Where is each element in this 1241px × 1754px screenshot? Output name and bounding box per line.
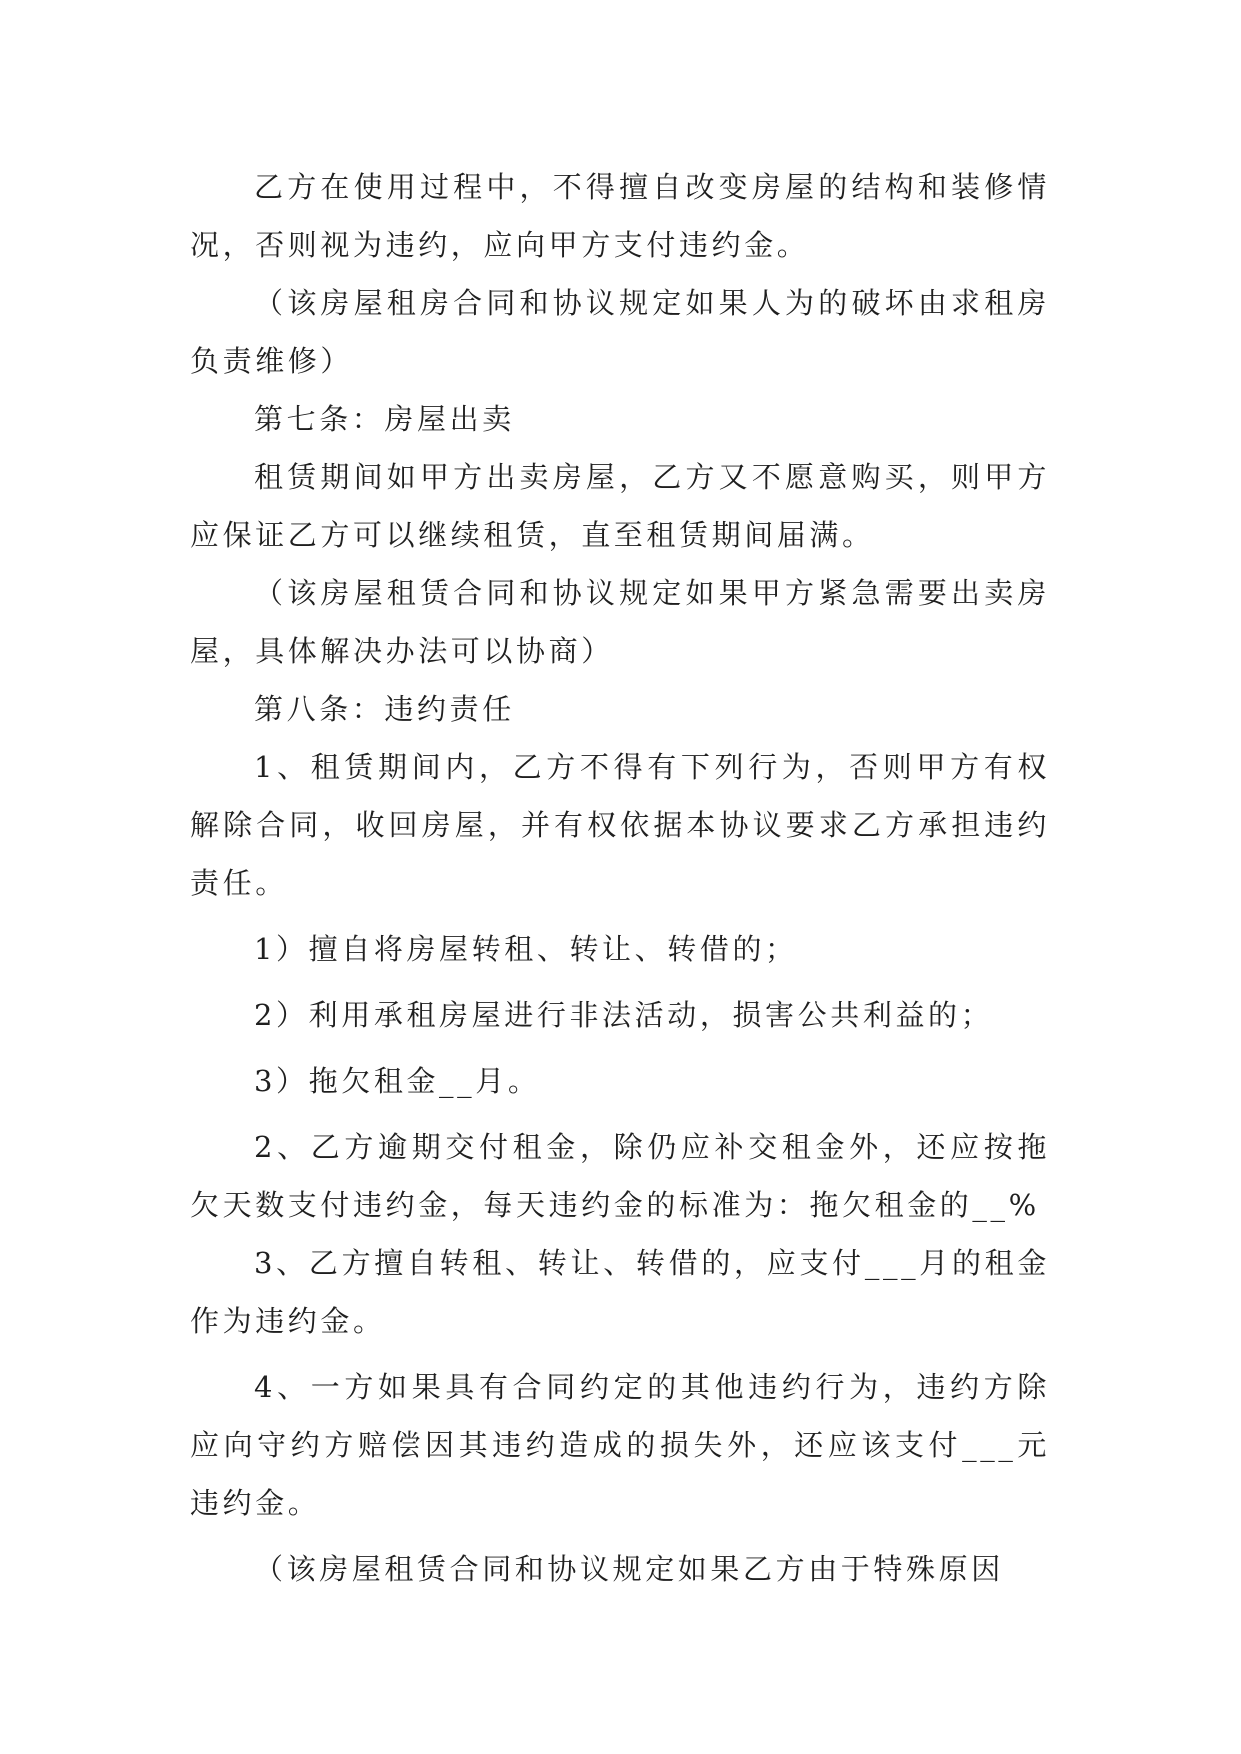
- paragraph-structure-change: 乙方在使用过程中，不得擅自改变房屋的结构和装修情况，否则视为违约，应向甲方支付违约金。: [190, 170, 1050, 262]
- clause-1-item-3: 3）拖欠租金__月。: [254, 1064, 541, 1098]
- clause-1: 1、租赁期间内，乙方不得有下列行为，否则甲方有权解除合同，收回房屋，并有权依据本协议要求乙方承担违约责任。: [190, 750, 1050, 900]
- article-8-heading: 第八条：违约责任: [254, 692, 515, 726]
- paragraph-special-reasons-note: （该房屋租赁合同和协议规定如果乙方由于特殊原因: [254, 1552, 1004, 1586]
- paragraph-sale-note: （该房屋租赁合同和协议规定如果甲方紧急需要出卖房屋，具体解决办法可以协商）: [190, 576, 1050, 668]
- document-body: [190, 158, 1050, 1598]
- paragraph-repair-note: （该房屋租房合同和协议规定如果人为的破坏由求租房负责维修）: [190, 286, 1050, 378]
- clause-1-item-2: 2）利用承租房屋进行非法活动，损害公共利益的；: [254, 998, 994, 1032]
- paragraph-sale-during-lease: 租赁期间如甲方出卖房屋，乙方又不愿意购买，则甲方应保证乙方可以继续租赁，直至租赁期间届满。: [190, 460, 1050, 552]
- clause-4: 4、一方如果具有合同约定的其他违约行为，违约方除应向守约方赔偿因其违约造成的损失外，还应该支付___元违约金。: [190, 1370, 1050, 1520]
- clause-2: 2、乙方逾期交付租金，除仍应补交租金外，还应按拖欠天数支付违约金，每天违约金的标准为：拖欠租金的__%: [190, 1130, 1050, 1222]
- article-7-heading: 第七条：房屋出卖: [254, 402, 515, 436]
- clause-3: 3、乙方擅自转租、转让、转借的，应支付___月的租金作为违约金。: [190, 1246, 1050, 1338]
- clause-1-item-1: 1）擅自将房屋转租、转让、转借的；: [254, 932, 798, 966]
